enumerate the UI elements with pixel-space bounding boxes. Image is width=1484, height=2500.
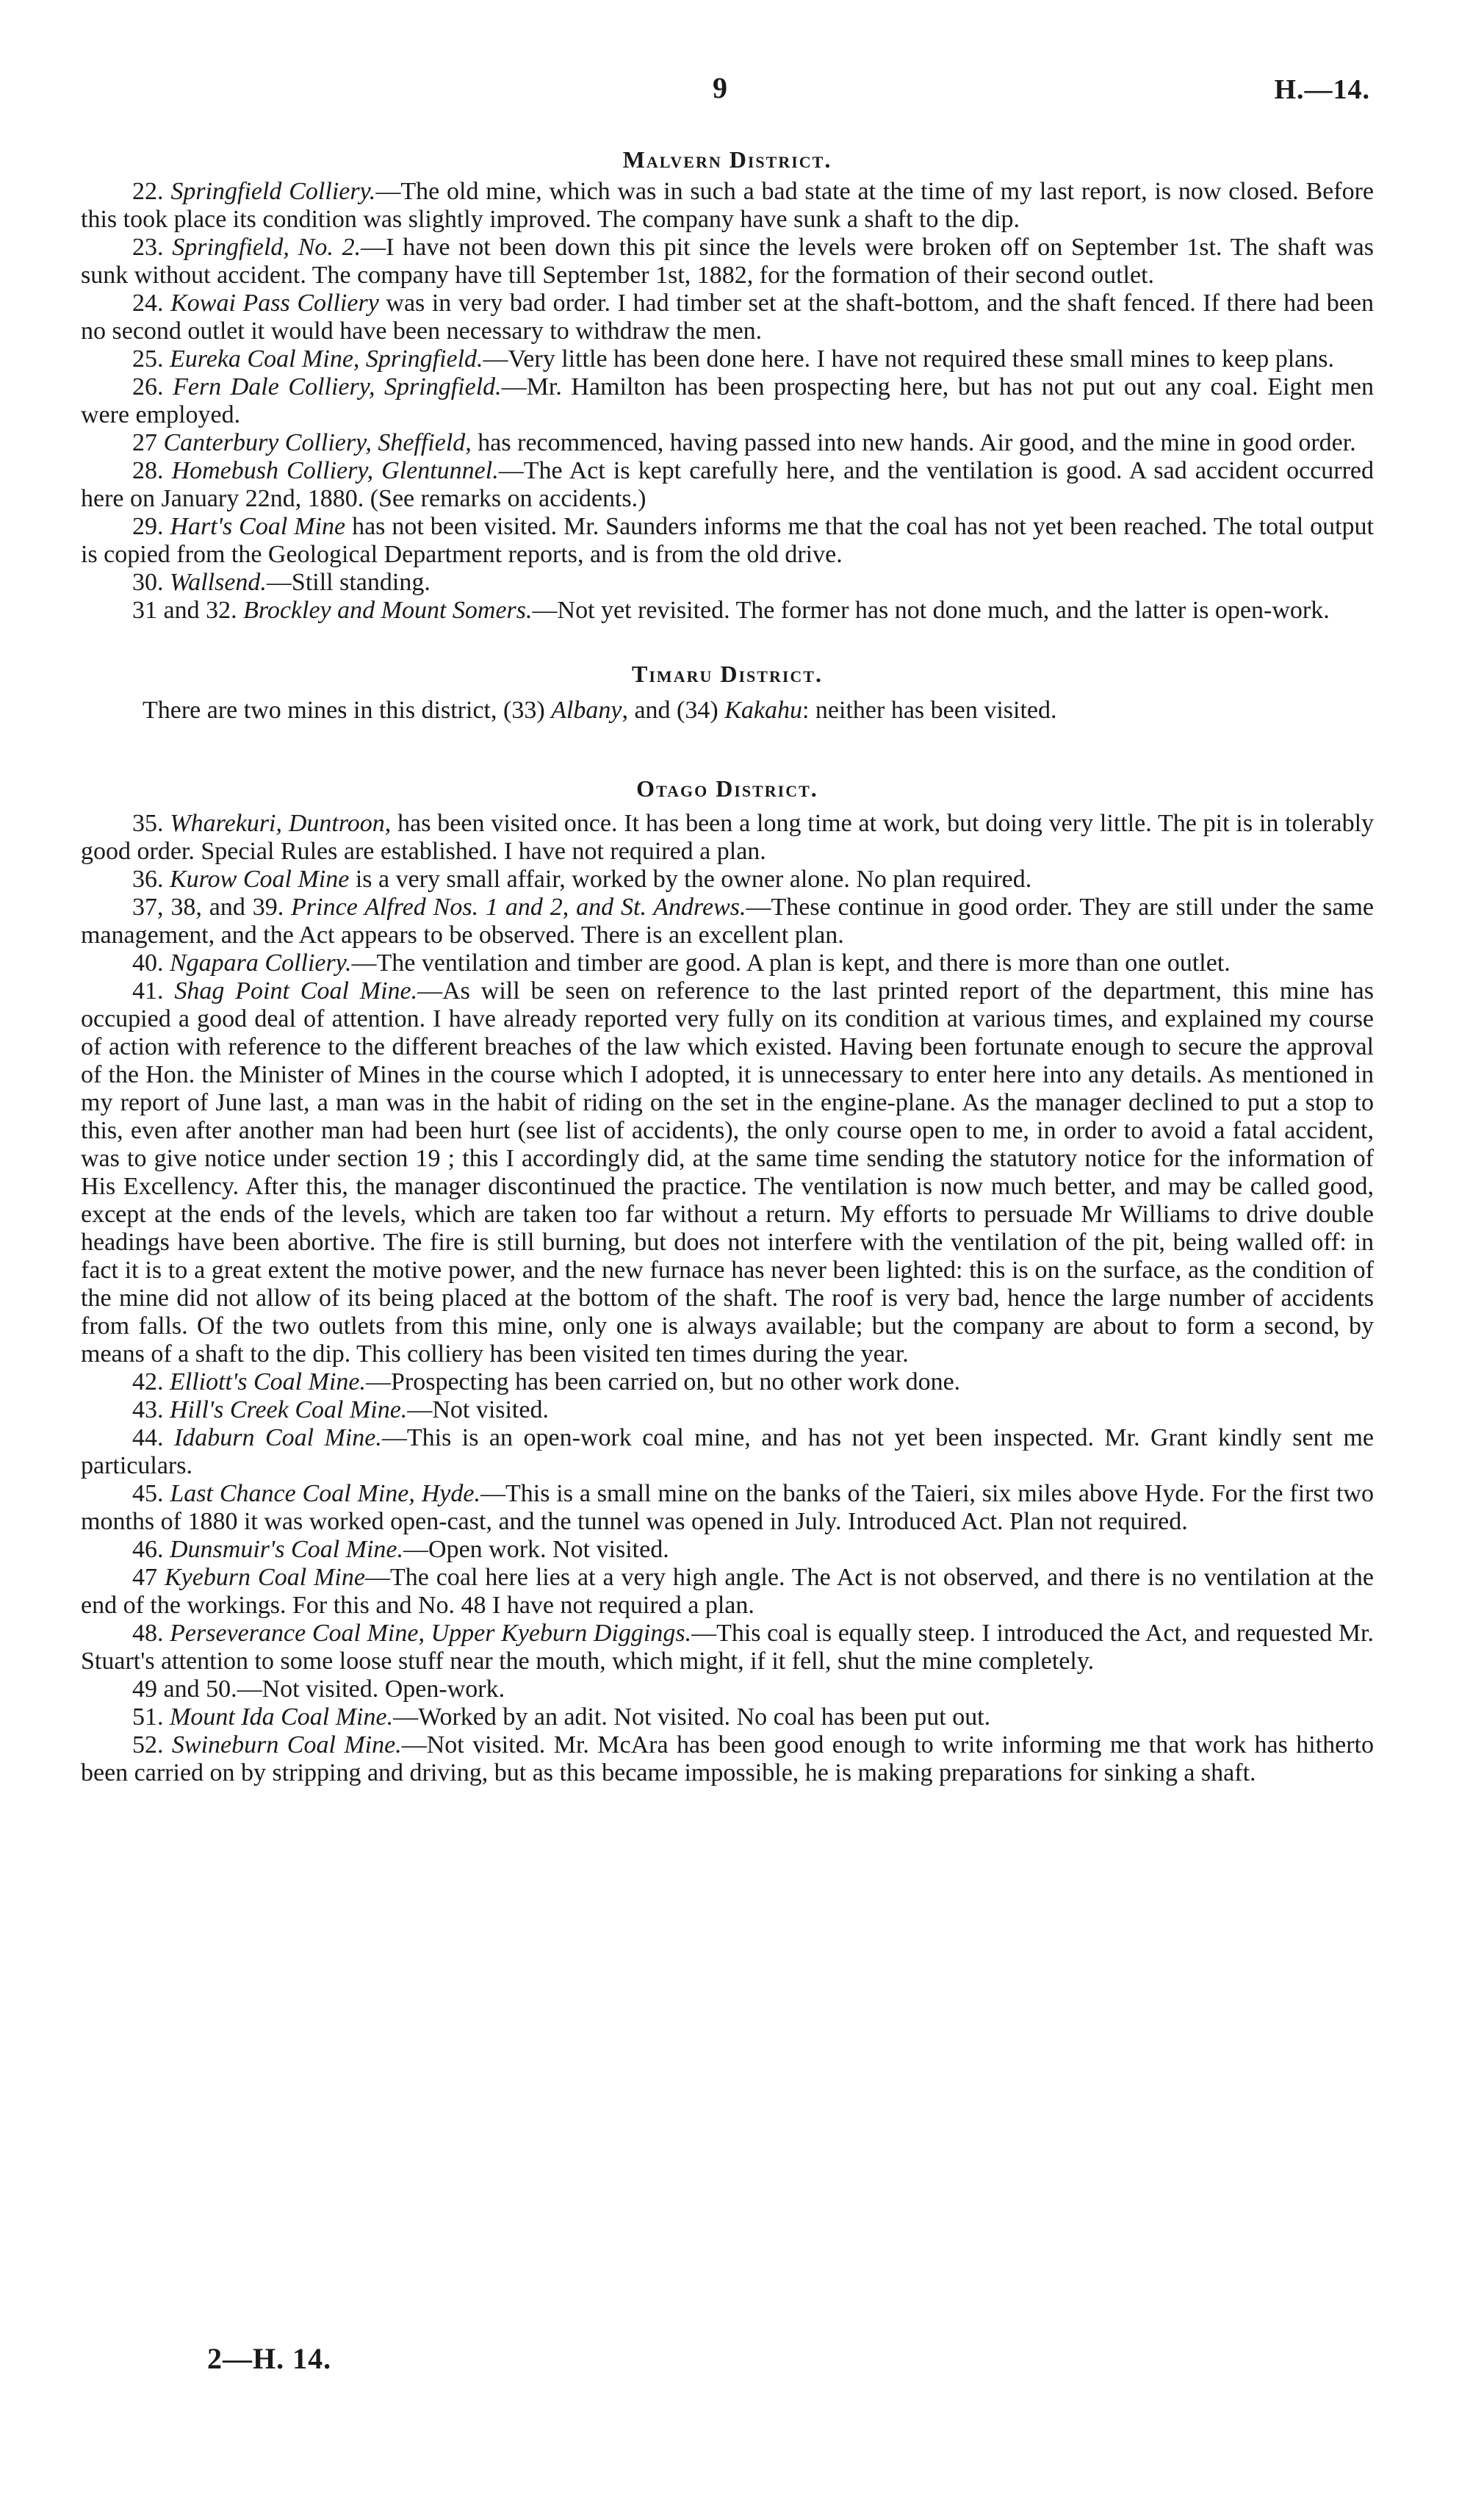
mine-name: Elliott's Coal Mine. (170, 1368, 366, 1396)
entry-36 (81, 866, 1374, 894)
entry-num: 25. (132, 345, 164, 373)
mine-name: Shag Point Coal Mine. (174, 977, 418, 1005)
section-heading-timaru: Timaru District. (632, 661, 823, 687)
entry-41 (81, 977, 1374, 1368)
entry-text: —Not visited. Mr. McAra has been good enough to write informing me that work has hitherto been carried on by stripping and driving, but as this became impossible, he is making preparations for sinking a shaft. (81, 1731, 1375, 1786)
section-heading-malvern: Malvern District. (622, 146, 832, 173)
entry-num: 36. (132, 866, 164, 893)
mine-name: Ngapara Colliery. (170, 949, 352, 977)
entry-num: 45. (132, 1480, 164, 1507)
entry-text: —Still standing. (266, 569, 431, 596)
timaru-text-before: There are two mines in this district, (33) (143, 697, 552, 724)
mine-name: Idaburn Coal Mine. (173, 1424, 382, 1451)
entry-text: —Not yet revisited. The former has not done much, and the latter is open-work. (532, 597, 1330, 624)
entry-text: —The Act is kept carefully here, and the ventilation is good. A sad accident occurred here on January 22nd, 1880. (See remarks on accidents.) (81, 457, 1375, 512)
entry-text: —The coal here lies at a very high angle. The Act is not observed, and there is no ventilation at the end of the workings. For this and No. 48 I have not required a plan. (81, 1564, 1375, 1619)
entry-num: 47 (132, 1564, 157, 1591)
mine-name: Kowai Pass Colliery (170, 290, 379, 317)
entry-24 (81, 290, 1374, 345)
entry-text: —This is an open-work coal mine, and has not yet been inspected. Mr. Grant kindly sent me particulars. (81, 1424, 1374, 1479)
entry-num: 30. (132, 569, 164, 596)
mine-name: Kurow Coal Mine (170, 866, 350, 893)
entry-num: 31 and 32. (132, 597, 237, 624)
mine-name: Canterbury Colliery, Sheffield, (163, 429, 472, 456)
entry-49-50 (81, 1675, 1374, 1703)
mine-name: Brockley and Mount Somers. (243, 597, 533, 624)
entry-text: —Very little has been done here. I have not required these small mines to keep plans. (483, 345, 1334, 373)
mine-name: Springfield Colliery. (170, 178, 376, 205)
mine-name-albany: Albany (551, 697, 622, 724)
entry-num: 37, 38, and 39. (132, 894, 284, 921)
entry-num: 24. (132, 290, 164, 317)
entry-text: —Worked by an adit. Not visited. No coal has been put out. (393, 1703, 991, 1731)
entry-text: —These continue in good order. They are still under the same management, and the Act appears to be observed. There is an excellent plan. (81, 894, 1375, 949)
mine-name: Mount Ida Coal Mine. (170, 1703, 394, 1731)
mine-name: Wallsend. (170, 569, 267, 596)
entry-text: —This coal is equally steep. I introduced the Act, and requested Mr. Stuart's attention to some loose stuff near the mouth, which might, if it fell, shut the mine completely. (81, 1620, 1374, 1675)
entry-text: —The old mine, which was in such a bad state at the time of my last report, is now closed. Before this took place its condition was slightly improved. The company have sunk a shaft to the dip. (81, 178, 1374, 233)
mine-name: Prince Alfred Nos. 1 and 2, and St. Andrews. (291, 894, 746, 921)
entry-47 (81, 1564, 1374, 1620)
entry-text: —Prospecting has been carried on, but no other work done. (366, 1368, 961, 1396)
entry-num: 27 (132, 429, 157, 456)
entry-23 (81, 234, 1374, 290)
entry-text: has recommenced, having passed into new hands. Air good, and the mine in good order. (471, 429, 1356, 456)
entry-45 (81, 1480, 1374, 1536)
entry-text: —I have not been down this pit since the levels were broken off on September 1st. The shaft was sunk without accident. The company have till September 1st, 1882, for the formation of their second outlet. (81, 234, 1374, 289)
mine-name: Swineburn Coal Mine. (171, 1731, 402, 1759)
entry-num: 23. (132, 234, 164, 261)
mine-name: Wharekuri, Duntroon, (170, 810, 392, 837)
entry-29 (81, 513, 1374, 569)
section-heading-otago: Otago District. (636, 775, 818, 802)
entry-40 (81, 949, 1374, 977)
entry-52 (81, 1731, 1374, 1787)
entry-31-32 (81, 597, 1374, 625)
mine-name: Perseverance Coal Mine, Upper Kyeburn Diggings. (170, 1620, 692, 1647)
entry-text: was in very bad order. I had timber set at the shaft-bottom, and the shaft fenced. If there had been no second outlet it would have been necessary to withdraw the men. (81, 290, 1374, 345)
entry-37-39 (81, 894, 1374, 949)
timaru-paragraph (81, 697, 1374, 725)
entry-27 (81, 429, 1374, 457)
entry-num: 28. (132, 457, 164, 484)
entry-num: 29. (132, 513, 164, 540)
entry-num: 51. (132, 1703, 164, 1731)
entry-num: 44. (132, 1424, 164, 1451)
entry-text: —Open work. Not visited. (403, 1536, 669, 1563)
entry-48 (81, 1620, 1374, 1675)
mine-name: Last Chance Coal Mine, Hyde. (170, 1480, 480, 1507)
entry-51 (81, 1703, 1374, 1731)
mine-name: Hart's Coal Mine (170, 513, 346, 540)
entry-num: 26. (132, 373, 164, 400)
mine-name: Springfield, No. 2. (172, 234, 361, 261)
entry-text: —As will be seen on reference to the last printed report of the department, this mine has occupied a good deal of attention. I have already reported very fully on its condition at various times, and explained my course of action with reference to the different breaches of the law which existed. Having been fortunate enough to secure the approval of the Hon. the Minister of Mines in the course which I adopted, it is unnecessary to enter here into any details. As mentioned in my report of June last, a man was in the habit of riding on the set in the engine-plane. As the manager declined to put a stop to this, even after another man had been hurt (see list of accidents), the only course open to me, in order to avoid a fatal accident, was to give notice under section 19 ; this I accordingly did, at the same time sending the statutory notice for the information of His Excellency. After this, the manager discontinued the practice. The ventilation is now much better, and may be called good, except at the ends of the levels, which are taken too far without a return. My efforts to persuade Mr Williams to drive double headings have been abortive. The fire is still burning, but does not interfere with the ventilation of the pit, being walled off: in fact it is to a great extent the motive power, and the new furnace has never been lighted: this is on the surface, as the condition of the mine did not allow of its being placed at the bottom of the shaft. The roof is very bad, hence the large number of accidents from falls. Of the two outlets from this mine, only one is always available; but the company are about to form a second, by means of a shaft to the dip. This colliery has been visited ten times during the year. (81, 977, 1374, 1368)
entry-44 (81, 1424, 1374, 1480)
page-content (81, 146, 1374, 1787)
entry-text: is a very small affair, worked by the owner alone. No plan required. (349, 866, 1032, 893)
entry-num: 49 and 50. (132, 1675, 237, 1703)
entry-text: —This is a small mine on the banks of the Taieri, six miles above Hyde. For the first two months of 1880 it was worked open-cast, and the tunnel was opened in July. Introduced Act. Plan not required. (81, 1480, 1374, 1535)
entry-26 (81, 373, 1374, 429)
entry-num: 46. (132, 1536, 164, 1563)
entry-num: 48. (132, 1620, 164, 1647)
entry-text: —The ventilation and timber are good. A plan is kept, and there is more than one outlet. (351, 949, 1231, 977)
mine-name: Kyeburn Coal Mine (164, 1564, 365, 1591)
mine-name: Dunsmuir's Coal Mine. (170, 1536, 404, 1563)
footer-signature: 2—H. 14. (207, 2342, 332, 2375)
mine-name: Fern Dale Colliery, Springfield. (173, 373, 502, 400)
entry-35 (81, 810, 1374, 866)
entry-num: 35. (132, 810, 164, 837)
entry-text: has been visited once. It has been a long time at work, but doing very little. The pit is in tolerably good order. Special Rules are established. I have not required a plan. (81, 810, 1375, 865)
entry-num: 40. (132, 949, 164, 977)
entry-28 (81, 457, 1374, 513)
mine-name: Eureka Coal Mine, Springfield. (170, 345, 483, 373)
page-number: 9 (713, 71, 727, 104)
entry-num: 52. (132, 1731, 164, 1759)
entry-42 (81, 1368, 1374, 1396)
entry-num: 42. (132, 1368, 164, 1396)
mine-name: Homebush Colliery, Glentunnel. (171, 457, 499, 484)
entry-num: 43. (132, 1396, 164, 1423)
mine-name-kakahu: Kakahu (724, 697, 802, 724)
timaru-text-after: : neither has been visited. (802, 697, 1057, 724)
entry-text: has not been visited. Mr. Saunders informs me that the coal has not yet been reached. The total output is copied from the Geological Department reports, and is from the old drive. (81, 513, 1374, 568)
entry-46 (81, 1536, 1374, 1564)
mine-name: Hill's Creek Coal Mine. (170, 1396, 408, 1423)
entry-25 (81, 345, 1374, 373)
entry-text: —Not visited. Open-work. (237, 1675, 505, 1703)
entry-num: 41. (132, 977, 164, 1005)
entry-43 (81, 1396, 1374, 1424)
entry-num: 22. (132, 178, 164, 205)
entry-30 (81, 569, 1374, 597)
timaru-text-middle: , and (34) (622, 697, 725, 724)
document-ref: H.—14. (1274, 74, 1370, 105)
entry-22 (81, 178, 1374, 234)
entry-text: —Mr. Hamilton has been prospecting here, but has not put out any coal. Eight men were employed. (81, 373, 1374, 428)
entry-text: —Not visited. (407, 1396, 549, 1423)
